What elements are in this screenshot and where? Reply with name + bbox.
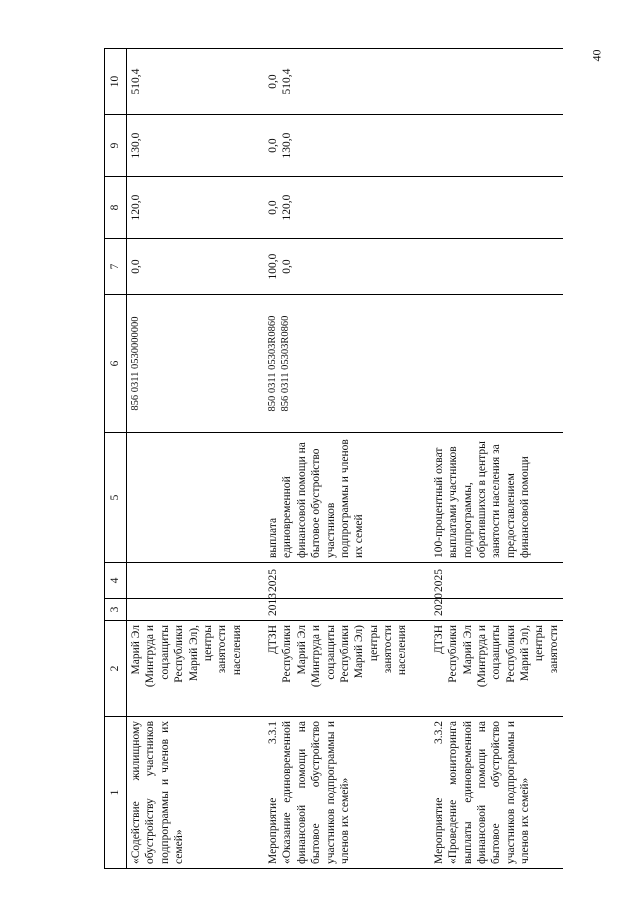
- row-budget-code: [430, 295, 563, 433]
- col-header-4: 4: [105, 563, 127, 599]
- col-header-6: 6: [105, 295, 127, 433]
- col-header-5: 5: [105, 433, 127, 563]
- col-header-8: 8: [105, 177, 127, 239]
- col-header-3: 3: [105, 599, 127, 621]
- row-description: Мероприятие 3.3.2 «Проведение мониторинга выплаты единовременной финансовой помощи на бытовое обустройство участников подпрограммы и членов их семей»: [430, 717, 563, 869]
- row-budget-code: 850 0311 05303R0860 856 0311 05303R0860: [264, 295, 430, 433]
- col-header-10: 10: [105, 49, 127, 115]
- row-result: выплата единовременной финансовой помощи на бытовое обустройство участников подпрограммы и членов их семей: [264, 433, 430, 563]
- row-end-year: 2025: [264, 563, 430, 599]
- page-number: 40: [589, 49, 604, 62]
- row-value-7: 100,0 0,0: [264, 239, 430, 295]
- table-row: [430, 49, 563, 869]
- col-header-1: 1: [105, 717, 127, 869]
- program-table: [104, 48, 563, 869]
- row-budget-code: 856 0311 0530000000: [127, 295, 265, 433]
- rotated-table-wrapper: [104, 49, 560, 869]
- row-value-9: 0,0 130,0: [264, 115, 430, 177]
- row-value-8: [430, 177, 563, 239]
- row-executor: ДТЗН Республики Марий Эл (Минтруда и соцзащиты Республики Марий Эл) центры занятости населения: [264, 621, 430, 717]
- row-result: 100-процентный охват выплатами участников подпрограммы, обратившихся в центры занятости населения за предоставлением финансовой помощи: [430, 433, 563, 563]
- row-value-9: 130,0: [127, 115, 265, 177]
- row-executor: ДТЗН Республики Марий Эл (Минтруда и соцзащиты Республики Марий Эл), центры занятости: [430, 621, 563, 717]
- row-description: Мероприятие 3.3.1 «Оказание единовременной финансовой помощи на бытовое обустройство участников подпрограммы и членов их семей»: [264, 717, 430, 869]
- col-header-2: 2: [105, 621, 127, 717]
- row-value-10: 0,0 510,4: [264, 49, 430, 115]
- row-description: «Содействие жилищному обустройству участников подпрограммы и членов их семей»: [127, 717, 265, 869]
- col-header-9: 9: [105, 115, 127, 177]
- row-value-7: 0,0: [127, 239, 265, 295]
- row-executor: Марий Эл (Минтруда и соцзащиты Республики Марий Эл), центры занятости населения: [127, 621, 265, 717]
- table-row: [127, 49, 265, 869]
- row-start-year: 2020: [430, 599, 563, 621]
- row-value-10: [430, 49, 563, 115]
- row-start-year: [127, 599, 265, 621]
- row-end-year: [127, 563, 265, 599]
- col-header-7: 7: [105, 239, 127, 295]
- row-value-10: 510,4: [127, 49, 265, 115]
- row-value-8: 120,0: [127, 177, 265, 239]
- row-value-9: [430, 115, 563, 177]
- row-value-8: 0,0 120,0: [264, 177, 430, 239]
- row-start-year: 2013: [264, 599, 430, 621]
- table-row: [264, 49, 430, 869]
- header-row: [105, 49, 127, 869]
- row-value-7: [430, 239, 563, 295]
- row-result: [127, 433, 265, 563]
- row-end-year: 2025: [430, 563, 563, 599]
